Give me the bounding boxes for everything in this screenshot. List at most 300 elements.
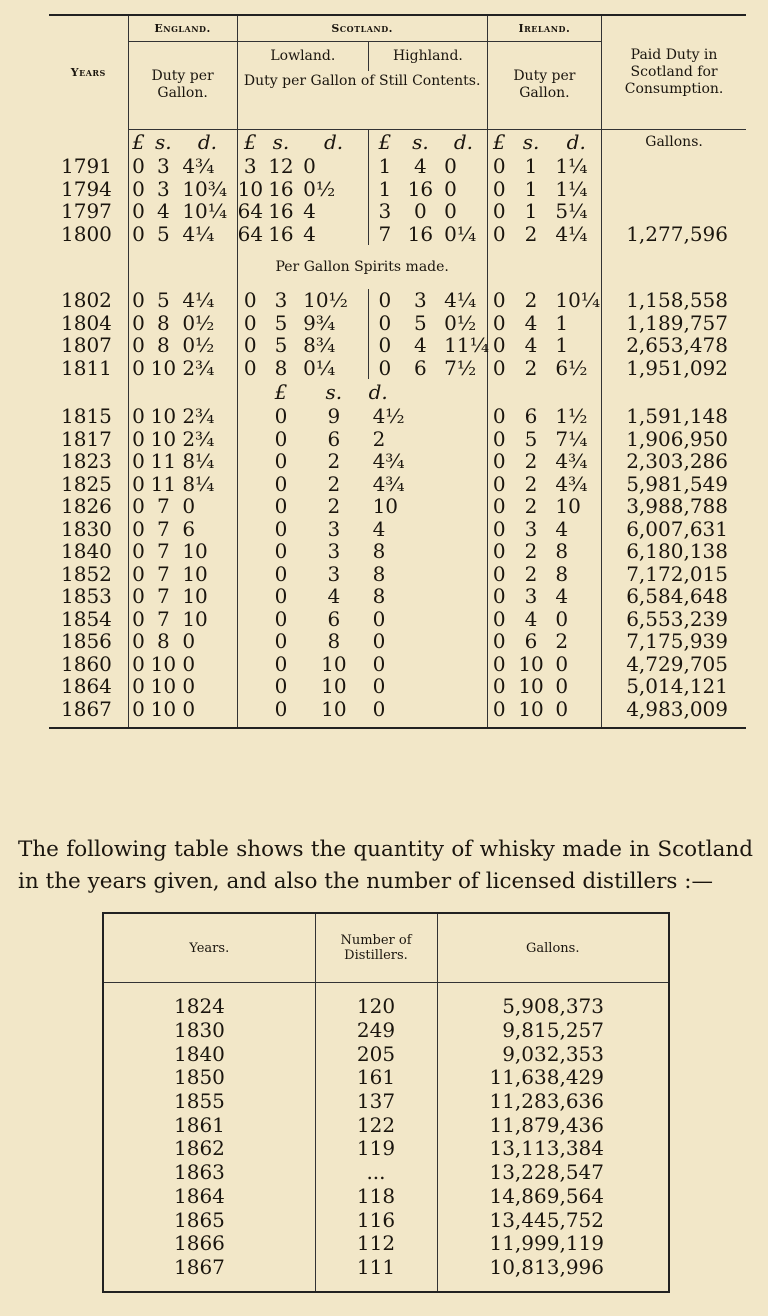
blank-cell [401,630,488,653]
shillings-cell: 2 [327,471,341,496]
pounds-cell: 0 [243,333,257,358]
year-cell: 1804 [49,312,128,335]
pence-cell: 1¼ [551,178,601,201]
shillings-cell: 0 [414,199,427,224]
blank-cell [602,379,746,405]
pence-cell: 0¼ [303,355,336,380]
pence-cell: 0½ [178,312,237,335]
whisky-year-cell: 1850 [103,1066,315,1090]
year-cell: 1825 [49,473,128,496]
distillers-cell: 112 [315,1232,437,1256]
pence-cell: 1½ [551,405,601,428]
shillings-cell: 3 [524,584,538,609]
pound-unit: £ [369,129,401,155]
shillings-cell: 7 [156,606,170,631]
duty-row [49,334,746,357]
year-cell: 1811 [49,357,128,380]
shillings-cell: 8 [274,355,288,380]
pounds-cell: 0 [492,288,506,313]
pence-cell: 4 [372,516,386,541]
pence-cell: 0 [372,629,386,654]
pounds-cell: 0 [132,584,145,609]
pence-cell: 4 [303,199,316,224]
shillings-cell: 1 [524,154,538,179]
shilling-unit: s. [272,130,290,155]
padding-row [103,983,669,996]
pence-cell: 5¼ [551,200,601,223]
shillings-cell: 4 [156,199,170,224]
shillings-cell: 5 [524,426,538,451]
pounds-cell: 0 [492,584,506,609]
pence-cell: 11¼ [440,334,487,357]
pence-cell: 0 [551,675,601,698]
shillings-cell: 4 [524,310,538,335]
gallons-cell: 7,172,015 [626,561,728,586]
shillings-cell: 2 [524,449,538,474]
distillers-cell: 205 [315,1042,437,1066]
year-cell: 1807 [49,334,128,357]
distillers-cell: ... [315,1161,437,1185]
pounds-cell: 0 [274,404,288,429]
blank-cell [128,245,237,289]
duty-row [49,223,746,246]
duty-row [49,450,746,473]
padding-row [103,1279,669,1292]
gallons-cell: 1,189,757 [626,310,728,335]
pounds-cell: 0 [132,629,145,654]
shillings-cell: 5 [156,288,170,313]
duty-row [49,289,746,312]
shillings-cell: 2 [524,494,538,519]
pence-cell: 10½ [303,288,348,313]
year-cell: 1867 [49,698,128,721]
gallons-cell: 1,158,558 [626,288,728,313]
shillings-cell: 6 [327,426,341,451]
blank-cell [237,450,263,473]
pence-cell: 0¼ [440,223,487,246]
shillings-cell: 10 [518,674,544,699]
pounds-cell: 0 [132,539,145,564]
pounds-cell: 0 [274,471,288,496]
distillers-cell: 118 [315,1185,437,1209]
blank-cell [237,540,263,563]
year-cell: 1860 [49,653,128,676]
blank-cell [237,698,263,721]
whisky-gallons-cell: 14,869,564 [489,1183,604,1208]
distillers-cell: 120 [315,995,437,1019]
year-cell: 1856 [49,630,128,653]
pence-cell: 10 [178,608,237,631]
whisky-gallons-cell: 11,879,436 [489,1112,604,1137]
pence-cell: 8 [372,584,386,609]
year-cell: 1864 [49,675,128,698]
shillings-cell: 6 [524,629,538,654]
pounds-cell: 0 [492,199,506,224]
duty-row [49,585,746,608]
pounds-cell: 0 [492,606,506,631]
gallons-cell: 1,591,148 [626,404,728,429]
shillings-cell: 16 [268,199,294,224]
shillings-cell: 3 [327,561,341,586]
whisky-year-cell: 1830 [103,1019,315,1043]
padding-row [49,720,746,728]
pence-cell: 0 [372,674,386,699]
year-cell: 1852 [49,563,128,586]
pounds-cell: 0 [243,288,257,313]
pence-cell: 8 [551,563,601,586]
year-cell: 1791 [49,155,128,178]
whisky-gallons-cell: 11,283,636 [489,1089,604,1114]
pounds-cell: 0 [492,449,506,474]
pence-cell: 2 [372,426,386,451]
years-header: Years [49,15,128,129]
pence-cell: 2¾ [178,357,237,380]
gallons-cell: 1,277,596 [626,221,728,246]
shillings-cell: 2 [327,449,341,474]
blank-cell [401,585,488,608]
shillings-cell: 2 [327,494,341,519]
pounds-cell: 0 [492,629,506,654]
lowland-header: Lowland. [270,47,336,64]
blank-cell [401,608,488,631]
pounds-cell: 0 [274,696,288,721]
shillings-cell: 7 [156,494,170,519]
shillings-cell: 10 [321,651,347,676]
duty-row [49,540,746,563]
pounds-cell: 0 [132,449,145,474]
distillers-cell: 119 [315,1137,437,1161]
blank-cell [49,379,128,405]
blank-cell [401,540,488,563]
ireland-duty-per-gallon: Duty per Gallon. [487,41,601,129]
blank-cell [237,630,263,653]
distillers-cell: 111 [315,1256,437,1280]
blank-cell [401,428,488,451]
blank-cell [103,983,315,996]
pence-unit: d. [323,130,344,155]
pence-cell: 1 [551,312,601,335]
whisky-row [103,1019,669,1043]
pounds-cell: 0 [492,696,506,721]
pounds-cell: 0 [492,221,506,246]
pence-cell: 4¼ [440,289,487,312]
shillings-cell: 10 [321,696,347,721]
pounds-cell: 0 [132,494,145,519]
gallons-cell: 6,007,631 [626,516,728,541]
pounds-cell: 0 [492,333,506,358]
blank-cell [602,720,746,728]
gallons-cell: 2,303,286 [626,449,728,474]
blank-cell [401,473,488,496]
gallons-cell: 3,988,788 [626,494,728,519]
pence-cell: 0 [178,495,237,518]
scotland-units-row [49,379,746,405]
pounds-cell: 0 [132,426,145,451]
blank-cell [487,720,601,728]
blank-cell [237,428,263,451]
pence-cell: 4¼ [551,223,601,246]
whisky-year-cell: 1824 [103,995,315,1019]
pounds-cell: 3 [243,154,257,179]
whisky-gallons-cell: 11,638,429 [489,1065,604,1090]
whisky-gallons-cell: 5,908,373 [502,994,604,1019]
shilling-unit: s. [412,130,429,155]
pence-cell: 4¾ [551,473,601,496]
whisky-year-cell: 1865 [103,1208,315,1232]
scotland-subheader: Duty per Gallon of Still Contents. [237,71,487,129]
shillings-cell: 10 [150,404,177,429]
duty-row [49,653,746,676]
shillings-cell: 4 [524,333,538,358]
year-cell: 1840 [49,540,128,563]
gallons-cell: 1,906,950 [626,426,728,451]
blank-cell [237,563,263,586]
pence-cell: 0½ [440,312,487,335]
whisky-row [103,1256,669,1280]
pounds-cell: 0 [132,154,145,179]
shillings-cell: 3 [156,154,170,179]
pence-cell: 0 [178,630,237,653]
whisky-years-header: Years. [103,913,315,983]
paid-duty-header: Paid Duty in Scotland for Consumption. [602,15,746,129]
blank-cell [237,405,263,428]
blank-cell [237,653,263,676]
blank-cell [237,495,263,518]
blank-cell [103,1279,315,1292]
blank-cell [401,495,488,518]
pounds-cell: 64 [237,199,264,224]
distillers-cell: 249 [315,1019,437,1043]
pence-cell: 10¼ [178,200,237,223]
year-cell: 1830 [49,518,128,541]
pence-cell: 4 [551,518,601,541]
pounds-cell: 10 [237,176,264,201]
pounds-cell: 0 [132,606,145,631]
pounds-cell: 0 [492,154,506,179]
blank-cell [401,450,488,473]
shillings-cell: 4 [414,154,427,179]
pounds-cell: 0 [243,310,257,335]
pence-cell: 4½ [372,404,405,429]
pence-cell: 1¼ [551,155,601,178]
blank-cell [237,585,263,608]
distillers-cell: 161 [315,1066,437,1090]
shillings-cell: 11 [150,471,177,496]
gallons-cell [602,200,746,223]
shillings-cell: 16 [268,176,294,201]
pence-cell: 7¼ [551,428,601,451]
gallons-cell: 6,180,138 [626,539,728,564]
pounds-cell: 0 [274,674,288,699]
pounds-cell: 0 [492,561,506,586]
shillings-cell: 3 [327,516,341,541]
shillings-cell: 7 [156,539,170,564]
blank-cell [128,720,237,728]
pence-cell: 0 [440,200,487,223]
whisky-year-cell: 1867 [103,1256,315,1280]
pounds-cell: 0 [274,449,288,474]
pounds-cell: 0 [132,696,145,721]
whisky-row [103,1161,669,1185]
pence-cell: 0 [440,155,487,178]
duty-row [49,495,746,518]
pound-unit: £ [492,130,506,155]
shilling-unit: s. [325,380,343,404]
whisky-row [103,1137,669,1161]
year-cell: 1815 [49,405,128,428]
shillings-cell: 2 [524,355,538,380]
year-cell: 1853 [49,585,128,608]
shillings-cell: 8 [327,629,341,654]
blank-cell [401,675,488,698]
pounds-cell: 3 [369,200,401,223]
pounds-cell: 0 [492,471,506,496]
duty-row [49,608,746,631]
shillings-cell: 10 [150,696,177,721]
shillings-cell: 2 [524,471,538,496]
whisky-year-cell: 1864 [103,1185,315,1209]
blank-cell [237,608,263,631]
blank-cell [401,518,488,541]
gallons-cell [602,155,746,178]
whisky-gallons-cell: 9,032,353 [502,1041,604,1066]
shillings-cell: 9 [327,404,341,429]
england-header: England. [128,15,237,41]
year-cell: 1797 [49,200,128,223]
year-cell: 1802 [49,289,128,312]
shillings-cell: 1 [524,199,538,224]
blank-cell [237,720,487,728]
whisky-row [103,1185,669,1209]
pounds-cell: 0 [132,176,145,201]
shilling-unit: s. [522,130,540,155]
shillings-cell: 2 [524,288,538,313]
shillings-cell: 1 [524,176,538,201]
pence-cell: 0 [551,653,601,676]
duty-row [49,675,746,698]
shillings-cell: 11 [150,449,177,474]
pence-cell: 0 [178,653,237,676]
whisky-gallons-header: Gallons. [437,913,669,983]
gallons-cell: 6,553,239 [626,606,728,631]
pence-cell: 0 [178,675,237,698]
whisky-gallons-cell: 13,228,547 [489,1160,604,1185]
blank-cell [237,379,263,405]
pence-cell: 10 [178,585,237,608]
pound-unit: £ [132,130,145,155]
pence-cell: 2¾ [178,428,237,451]
year-cell: 1854 [49,608,128,631]
pounds-cell: 0 [492,404,506,429]
pounds-cell: 0 [274,629,288,654]
pence-cell: 6½ [551,357,601,380]
blank-cell [437,983,669,996]
shillings-cell: 10 [150,355,177,380]
year-cell: 1823 [49,450,128,473]
pence-cell: 0 [372,651,386,676]
whisky-year-cell: 1840 [103,1042,315,1066]
whisky-row [103,1208,669,1232]
gallons-unit: Gallons. [645,134,703,151]
pounds-cell: 0 [369,289,401,312]
shillings-cell: 3 [156,176,170,201]
spirits-made-header-row [49,245,746,289]
whisky-table [102,912,670,1293]
blank-cell [401,563,488,586]
pounds-cell: 0 [492,516,506,541]
whisky-year-cell: 1863 [103,1161,315,1185]
blank-cell [602,245,746,289]
distillers-cell: 122 [315,1113,437,1137]
pounds-cell: 0 [274,539,288,564]
blank-cell [49,720,128,728]
shillings-cell: 10 [518,696,544,721]
gallons-cell: 4,983,009 [626,696,728,721]
duty-row [49,312,746,335]
shillings-cell: 4 [414,333,427,358]
pounds-cell: 0 [492,674,506,699]
pounds-cell: 0 [132,199,145,224]
pence-cell: 0 [372,696,386,721]
pounds-cell: 0 [274,561,288,586]
blank-cell [487,245,601,289]
shillings-cell: 10 [150,674,177,699]
pounds-cell: 0 [274,426,288,451]
shillings-cell: 8 [156,310,170,335]
whisky-row [103,1113,669,1137]
shillings-cell: 12 [268,154,294,179]
pence-cell: 8 [372,561,386,586]
whisky-row [103,995,669,1019]
pence-cell: 10 [372,494,399,519]
shillings-cell: 8 [156,333,170,358]
scotland-header: Scotland. [237,15,487,41]
blank-cell [315,983,437,996]
pounds-cell: 0 [132,651,145,676]
duty-row [49,155,746,178]
shillings-cell: 5 [414,310,427,335]
pounds-cell: 0 [132,288,145,313]
pence-cell: 8 [372,539,386,564]
pence-cell: 1 [551,334,601,357]
pounds-cell: 0 [492,494,506,519]
pence-cell: 8¼ [178,450,237,473]
pounds-cell: 1 [369,155,401,178]
pence-cell: 0½ [178,334,237,357]
whisky-gallons-cell: 11,999,119 [489,1231,604,1256]
pounds-cell: 0 [274,494,288,519]
shillings-cell: 8 [156,629,170,654]
england-duty-per-gallon: Duty per Gallon. [128,41,237,129]
pounds-cell: 64 [237,221,264,246]
pounds-cell: 0 [132,355,145,380]
shillings-cell: 7 [156,584,170,609]
whisky-gallons-cell: 13,445,752 [489,1207,604,1232]
blank-cell [487,379,601,405]
blank-cell [401,653,488,676]
distillers-cell: 116 [315,1208,437,1232]
shillings-cell: 6 [327,606,341,631]
pounds-cell: 0 [274,651,288,676]
shillings-cell: 3 [414,288,427,313]
highland-header: Highland. [369,41,488,71]
pence-cell: 9¾ [303,310,336,335]
pounds-cell: 7 [369,223,401,246]
pence-cell: 10 [178,563,237,586]
whisky-row [103,1042,669,1066]
pence-cell: 4¼ [178,223,237,246]
shillings-cell: 6 [524,404,538,429]
